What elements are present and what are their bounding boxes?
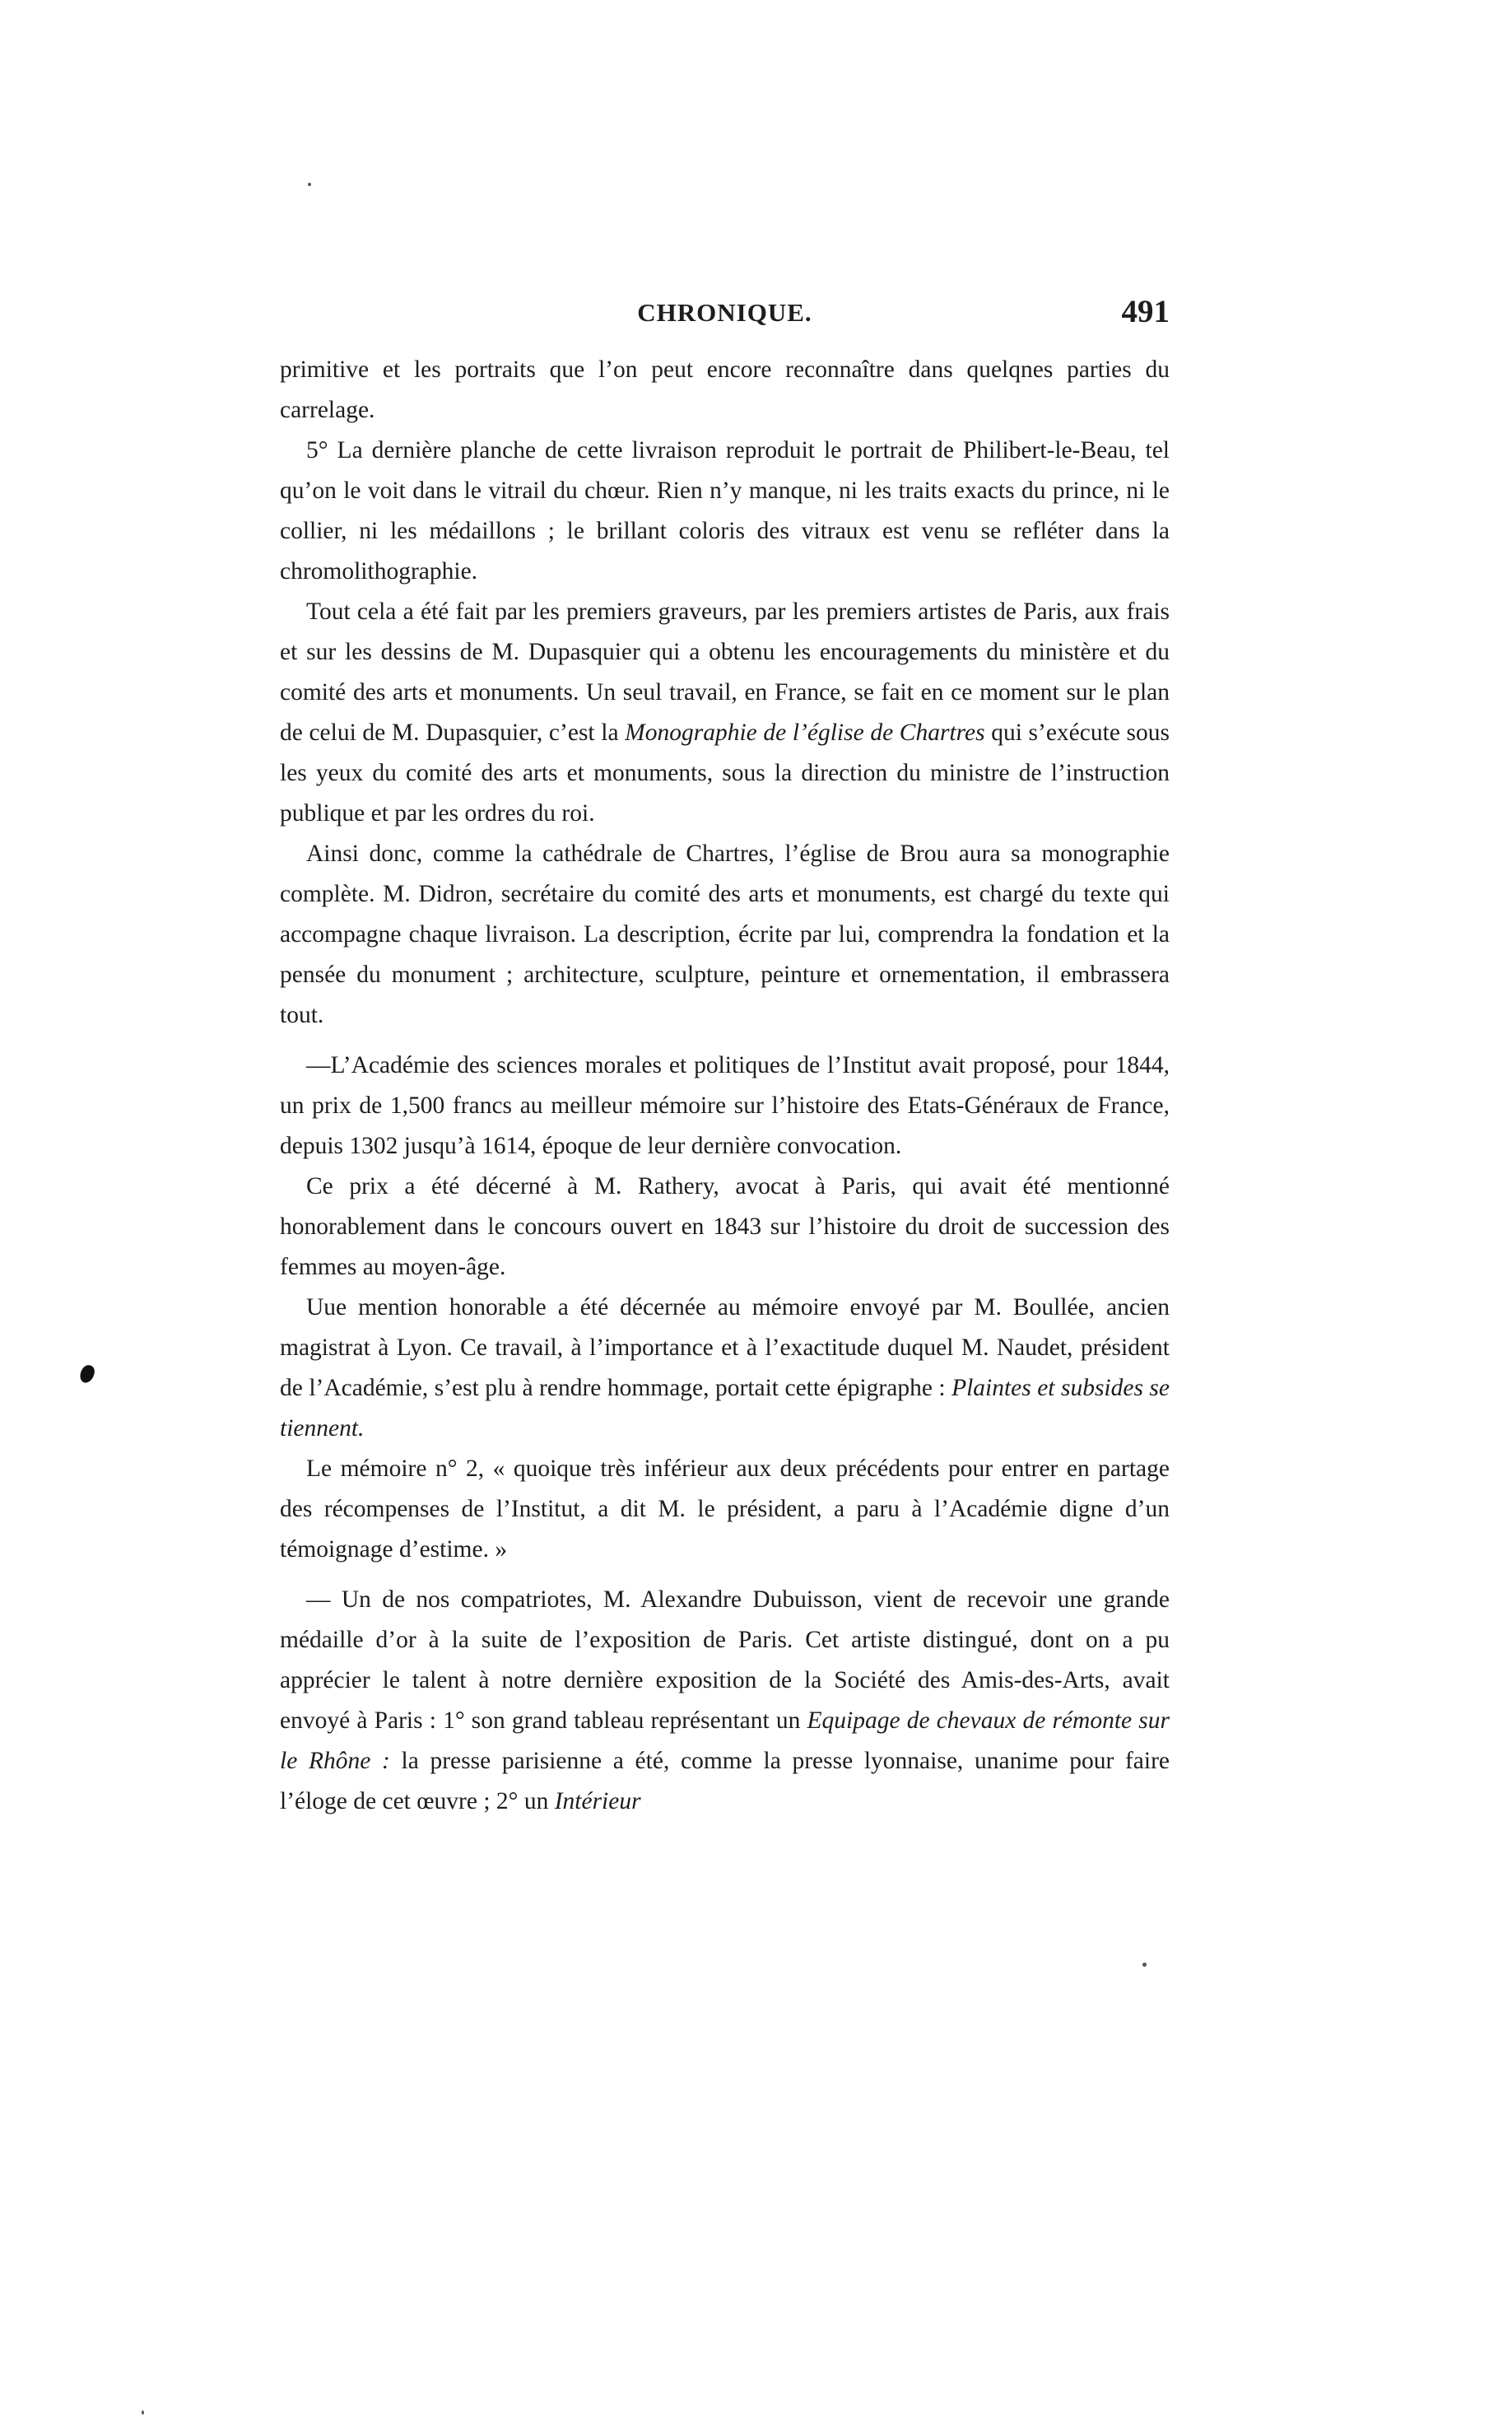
paragraph-text: Tout cela a été fait par les premiers graveurs, par les premiers artistes de Paris, aux frais et sur les dessins de M. Dupasquier qui a obtenu les encouragements du ministère et du comité des arts et monuments. Un seul travail, en France, se fait en ce moment sur le plan de celui de M. Dupasquier, c’est la (280, 599, 1170, 746)
paragraph-text: qui s’exécute sous les yeux du comité des arts et monuments, sous la direction du ministre de l’instruction publique et par les ordres du roi. (280, 720, 1170, 827)
italic-painting-title: Equipage de chevaux de rémonte sur le Rhône : (280, 1707, 1170, 1774)
italic-epigraph: Plaintes et subsides se tiennent. (280, 1375, 1170, 1442)
paper-speck (1142, 1963, 1147, 1967)
paragraph-text: Uue mention honorable a été décernée au mémoire envoyé par M. Boullée, ancien magistrat à Lyon. Ce travail, à l’importance et à l’exactitude duquel M. Naudet, président de l’Académie, s’est plu à rendre hommage, portait cette épigraphe : (280, 1294, 1170, 1401)
paragraph-dubuisson (280, 1580, 1170, 1822)
running-title: CHRONIQUE. (637, 298, 812, 327)
italic-title: Monographie de l’église de Chartres (625, 720, 985, 746)
page-header (280, 294, 1170, 339)
paragraph-text: la presse parisienne a été, comme la presse lyonnaise, unanime pour faire l’éloge de cet œuvre ; 2° un (280, 1748, 1170, 1814)
paragraph-academy-prize: —L’Académie des sciences morales et politiques de l’Institut avait proposé, pour 1844, un prix de 1,500 francs au meilleur mémoire sur l’histoire des Etats-Généraux de France, depuis 1302 jusqu’à 1614, époque de leur dernière convocation. (280, 1052, 1170, 1159)
page-number: 491 (1121, 294, 1170, 329)
paragraph-honorable-mention (280, 1288, 1170, 1449)
paragraph-memoire-2: Le mémoire n° 2, « quoique très inférieur aux deux précédents pour entrer en partage des récompenses de l’Institut, a dit M. le président, a paru à l’Académie digne d’un témoignage d’estime. » (280, 1456, 1170, 1563)
paragraph-fifth-plate: 5° La dernière planche de cette livraison reproduit le portrait de Philibert-le-Beau, tel qu’on le voit dans le vitrail du chœur. Rien n’y manque, ni les traits exacts du prince, ni le collier, ni les médaillons ; le brillant coloris des vitraux est venu se refléter dans la chromolithographie. (280, 437, 1170, 585)
paper-speck (308, 183, 311, 186)
paragraph-monograph: Ainsi donc, comme la cathédrale de Chartres, l’église de Brou aura sa monographie complète. M. Didron, secrétaire du comité des arts et monuments, est chargé du texte qui accompagne chaque livraison. La description, écrite par lui, comprendra la fondation et la pensée du monument ; architecture, sculpture, peinture et ornementation, il embrassera tout. (280, 841, 1170, 1028)
body-text (280, 350, 1170, 1822)
ink-blot (78, 1363, 97, 1385)
paragraph-text: — Un de nos compatriotes, M. Alexandre Dubuisson, vient de recevoir une grande médaille d’or à la suite de l’exposition de Paris. Cet artiste distingué, dont on a pu apprécier le talent à notre dernière exposition de la Société des Amis-des-Arts, avait envoyé à Paris : 1° son grand tableau représentant un (280, 1586, 1170, 1734)
paragraph-engravers (280, 592, 1170, 834)
paragraph-continued: primitive et les portraits que l’on peut encore reconnaître dans quelqnes parties du carrelage. (280, 356, 1170, 423)
paper-speck (142, 2410, 144, 2415)
italic-interieur: Intérieur (554, 1788, 641, 1814)
paragraph-rathery: Ce prix a été décerné à M. Rathery, avocat à Paris, qui avait été mentionné honorablement dans le concours ouvert en 1843 sur l’histoire du droit de succession des femmes au moyen-âge. (280, 1173, 1170, 1280)
